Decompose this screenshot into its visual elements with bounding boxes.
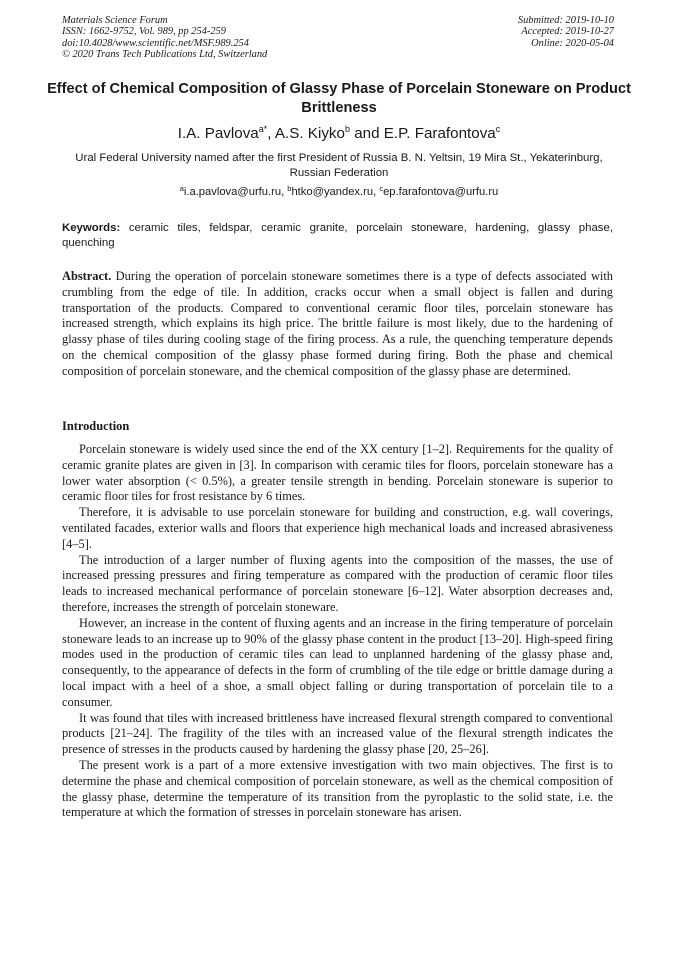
- author-marker: b: [344, 124, 350, 134]
- author-marker: c: [495, 124, 501, 134]
- journal-doi: doi:10.4028/www.scientific.net/MSF.989.254: [62, 37, 249, 49]
- paragraph: Therefore, it is advisable to use porcelain stoneware for building and construction, e.g. wall coverings, ventilated facades, exterior walls and floors that experience high mechanical loads and increased abrasiveness [4–5].: [62, 505, 613, 551]
- abstract-label: Abstract.: [62, 269, 112, 283]
- affiliation: Ural Federal University named after the first President of Russia B. N. Yeltsin, 19 Mira St., Yekaterinburg, Russian Federation: [75, 152, 603, 180]
- submitted-date: Submitted: 2019-10-10: [517, 15, 614, 26]
- email-address: htko@yandex.ru: [291, 186, 374, 198]
- email-marker: a: [179, 184, 184, 193]
- email-separator: ,: [281, 186, 288, 198]
- journal-name: Materials Science Forum: [62, 15, 168, 26]
- keywords-label: Keywords:: [62, 222, 121, 234]
- keywords-text: ceramic tiles, feldspar, ceramic granite, porcelain stoneware, hardening, glassy phase, quenching: [62, 222, 613, 249]
- abstract: [62, 269, 613, 380]
- paragraph: However, an increase in the content of fluxing agents and an increase in the firing temperature of porcelain stoneware leads to an increase up to 90% of the glassy phase content in the product [13–20]. High-speed firing modes used in the production of ceramic tiles can lead to unplanned hardening of the glassy phase and, consequently, to the appearance of defects in the form of crumbling of the tile edge or brittle damage during a local impact with a heel of a shoe, a small object falling or during transportation of porcelain tile to a consumer.: [62, 615, 613, 709]
- journal-issn: ISSN: 1662-9752, Vol. 989, pp 254-259: [62, 26, 226, 38]
- online-date: Online: 2020-05-04: [531, 37, 614, 49]
- author-name: E.P. Farafontova: [383, 125, 496, 142]
- author-name: I.A. Pavlova: [177, 125, 259, 142]
- accepted-date: Accepted: 2019-10-27: [521, 26, 614, 38]
- abstract-text: During the operation of porcelain stoneware sometimes there is a type of defects associated with crumbling from the edge of tile. In addition, cracks occur when a small object is fallen and during transportation of the products. Compared to conventional ceramic floor tiles, porcelain stoneware has increased strength, which explains its high price. The brittle failure is most likely, due to the hardening of glassy phase of tiles during cooling stage of the firing process. As a rule, the quenching temperature depends on the chemical composition of the glassy phase formed during firing. Both the phase and chemical composition of porcelain stoneware, and the chemical composition of the glassy phase are determined.: [62, 269, 613, 378]
- email-address: ep.farafontova@urfu.ru: [383, 186, 499, 198]
- paper-title: Effect of Chemical Composition of Glassy Phase of Porcelain Stoneware on Product Brittleness: [47, 81, 631, 116]
- journal-header: [62, 15, 267, 61]
- author-list: [40, 124, 638, 144]
- paragraph: It was found that tiles with increased brittleness have increased flexural strength compared to conventional products [21–24]. The fragility of the tiles with an increased value of the flexural strength indicates the presence of stresses in the products caused by hardening the glassy phase [20, 25–26].: [62, 710, 613, 757]
- paragraph: The present work is a part of a more extensive investigation with two main objectives. The first is to determine the phase and chemical composition of porcelain stoneware, as well as the chemical composition of the glassy phase, determine the temperature of its transition from the pyroplastic to the solid state, i.e. the temperature at which the formation of stresses in porcelain stoneware has arisen.: [62, 757, 613, 820]
- submission-dates: [518, 15, 614, 49]
- email-address: i.a.pavlova@urfu.ru: [183, 186, 282, 198]
- email-marker: b: [287, 184, 292, 193]
- email-marker: c: [379, 184, 384, 193]
- introduction-body: [62, 442, 613, 821]
- email-separator: ,: [373, 186, 380, 198]
- journal-copyright: © 2020 Trans Tech Publications Ltd, Switzerland: [62, 49, 268, 61]
- author-name: A.S. Kiyko: [274, 125, 345, 142]
- author-separator: and: [349, 125, 384, 142]
- keywords: [62, 221, 613, 250]
- author-separator: ,: [267, 125, 275, 142]
- author-emails: [40, 185, 638, 199]
- author-marker: a*: [258, 124, 268, 134]
- section-heading-introduction: Introduction: [62, 419, 130, 433]
- paragraph: Porcelain stoneware is widely used since the end of the XX century [1–2]. Requirements for the quality of ceramic granite plates are given in [3]. In comparison with ceramic tiles for floors, porcelain stoneware has a lower water absorption (< 0.5%), a greater tensile strength in bending. Porcelain stoneware is superior to ceramic floor tiles for frost resistance by 6 times.: [62, 442, 613, 504]
- paragraph: The introduction of a larger number of fluxing agents into the composition of the masses, the use of increased pressing pressures and firing temperature as compared with the production of ceramic floor tiles leads to increased mechanical performance of porcelain stoneware [6–12]. Water absorption decreases and, therefore, increases the strength of porcelain stoneware.: [62, 552, 613, 614]
